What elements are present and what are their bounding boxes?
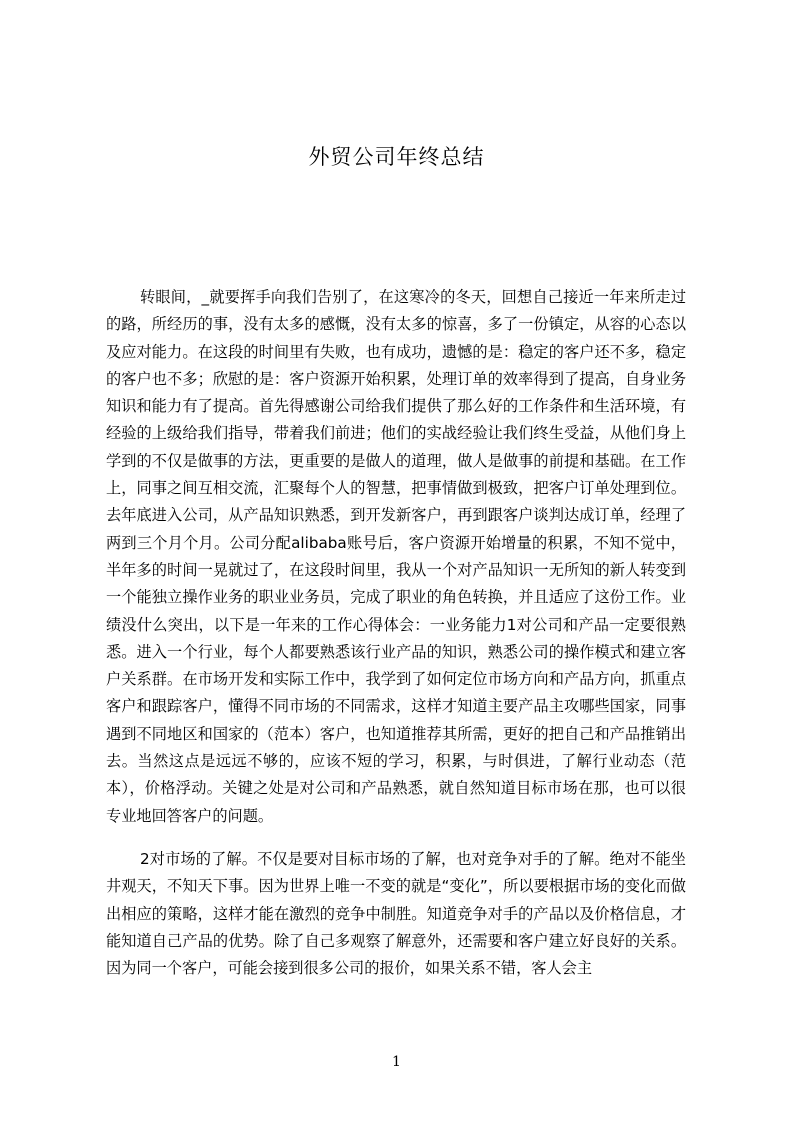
page-number: 1 (392, 1054, 401, 1070)
body-paragraph: 转眼间，_就要挥手向我们告别了，在这寒冷的冬天，回想自己接近一年来所走过的路，所经历的事，没有太多的感慨，没有太多的惊喜，多了一份镇定，从容的心态以及应对能力。在这段的时间里有失败，也有成功，遗憾的是：稳定的客户还不多，稳定的客户也不多；欣慰的是：客户资源开始积累，处理订单的效率得到了提高，自身业务知识和能力有了提高。首先得感谢公司给我们提供了那么好的工作条件和生活环境，有经验的上级给我们指导，带着我们前进；他们的实战经验让我们终生受益，从他们身上学到的不仅是做事的方法，更重要的是做人的道理，做人是做事的前提和基础。在工作上，同事之间互相交流，汇聚每个人的智慧，把事情做到极致，把客户订单处理到位。去年底进入公司，从产品知识熟悉，到开发新客户，再到跟客户谈判达成订单，经理了两到三个月个月。公司分配alibaba账号后，客户资源开始增量的积累，不知不觉中，半年多的时间一晃就过了，在这段时间里，我从一个对产品知识一无所知的新人转变到一个能独立操作业务的职业业务员，完成了职业的角色转换，并且适应了这份工作。业绩没什么突出，以下是一年来的工作心得体会：一业务能力1对公司和产品一定要很熟悉。进入一个行业，每个人都要熟悉该行业产品的知识，熟悉公司的操作模式和建立客户关系群。在市场开发和实际工作中，我学到了如何定位市场方向和产品方向，抓重点客户和跟踪客户，懂得不同市场的不同需求，这样才知道主要产品主攻哪些国家，同事遇到不同地区和国家的（范本）客户，也知道推荐其所需，更好的把自己和产品推销出去。当然这点是远远不够的，应该不短的学习，积累，与时俱进，了解行业动态（范本），价格浮动。关键之处是对公司和产品熟悉，就自然知道目标市场在那，也可以很专业地回答客户的问题。 (106, 288, 686, 825)
paragraph-block-1 (106, 284, 686, 830)
paragraph-block-2 (106, 846, 686, 982)
document-title: 外贸公司年终总结 (308, 145, 485, 169)
body-paragraph: 2对市场的了解。不仅是要对目标市场的了解，也对竞争对手的了解。绝对不能坐井观天，不知天下事。因为世界上唯一不变的就是“变化”，所以要根据市场的变化而做出相应的策略，这样才能在激烈的竞争中制胜。知道竞争对手的产品以及价格信息，才能知道自己产品的优势。除了自己多观察了解意外，还需要和客户建立好良好的关系。因为同一个客户，可能会接到很多公司的报价，如果关系不错，客人会主 (106, 850, 686, 978)
